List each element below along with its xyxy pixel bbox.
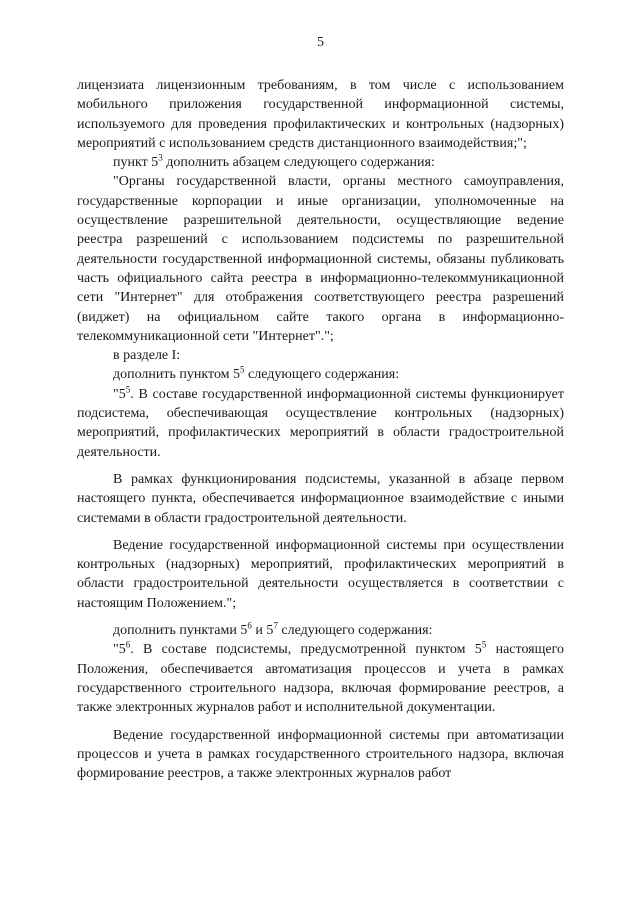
paragraph	[77, 385, 564, 462]
text-run: Ведение государственной информационной системы при автоматизации процессов и учета в рамках государственного строительного надзора, включая формирование реестров, а также электронных журналов работ	[77, 727, 564, 782]
text-run: . В составе государственной информационной системы функционирует подсистема, обеспечивающая осуществление контрольных (надзорных) мероприятий, профилактических мероприятий в области градостроительной деятельности.	[77, 386, 564, 460]
paragraph	[77, 76, 564, 153]
text-run: настоящего Положения, обеспечивается автоматизация процессов и учета в рамках государственного строительного надзора, включая формирование реестров, а также электронных журналов работ и исполнительной документации.	[77, 642, 564, 716]
text-run: лицензиата лицензионным требованиям, в том числе с использованием мобильного приложения государственной информационной системы, используемого для проведения профилактических и контрольных (надзорных) мероприятий с использованием средств дистанционного взаимодействия;";	[77, 78, 564, 151]
text-run: Ведение государственной информационной системы при осуществлении контрольных (надзорных) мероприятий, профилактических мероприятий в области градостроительной деятельности осуществляется в соответствии с настоящим Положением.";	[77, 537, 564, 611]
text-run: . В составе подсистемы, предусмотренной пунктом 5	[130, 642, 482, 658]
paragraph	[77, 536, 564, 613]
text-run: следующего содержания:	[244, 367, 400, 383]
superscript: 5	[481, 639, 487, 650]
text-run: "Органы государственной власти, органы местного самоуправления, государственные корпорации и иные организации, уполномоченные на осуществление разрешительной деятельности, осуществляющие ведение реестра разрешений с использованием подсистемы по разрешительной деятельности государственной информационной системы, обязаны публиковать часть официального сайта реестра в информационно-телекоммуникационной сети "Интернет" для отображения соответствующего реестра разрешений (виджет) на официальном сайте такого органа в информационно-телекоммуникационной сети "Интернет".";	[77, 174, 564, 344]
paragraph	[77, 172, 564, 346]
paragraph	[77, 153, 564, 172]
superscript: 6	[247, 620, 252, 631]
text-run: следующего содержания:	[277, 623, 433, 639]
text-run: дополнить абзацем следующего содержания:	[162, 155, 435, 171]
document-body	[77, 76, 564, 783]
text-run: дополнить пунктом 5	[113, 367, 241, 383]
text-run: "5	[113, 642, 126, 658]
superscript: 5	[240, 364, 245, 375]
superscript: 7	[273, 620, 278, 631]
paragraph	[77, 726, 564, 784]
paragraph	[77, 621, 564, 640]
superscript: 3	[158, 152, 163, 163]
paragraph	[77, 346, 564, 365]
text-run: пункт 5	[113, 155, 159, 171]
text-run: и 5	[251, 623, 274, 639]
superscript: 5	[125, 384, 131, 395]
text-run: дополнить пунктами 5	[113, 623, 248, 639]
paragraph	[77, 470, 564, 528]
page-number: 5	[317, 35, 324, 50]
text-run: в разделе I:	[113, 348, 181, 364]
paragraph	[77, 365, 564, 384]
paragraph	[77, 640, 564, 717]
superscript: 6	[125, 639, 131, 650]
text-run: В рамках функционирования подсистемы, указанной в абзаце первом настоящего пункта, обеспечивается информационное взаимодействие с иными системами в области градостроительной деятельности.	[77, 471, 564, 526]
text-run: "5	[113, 386, 126, 402]
